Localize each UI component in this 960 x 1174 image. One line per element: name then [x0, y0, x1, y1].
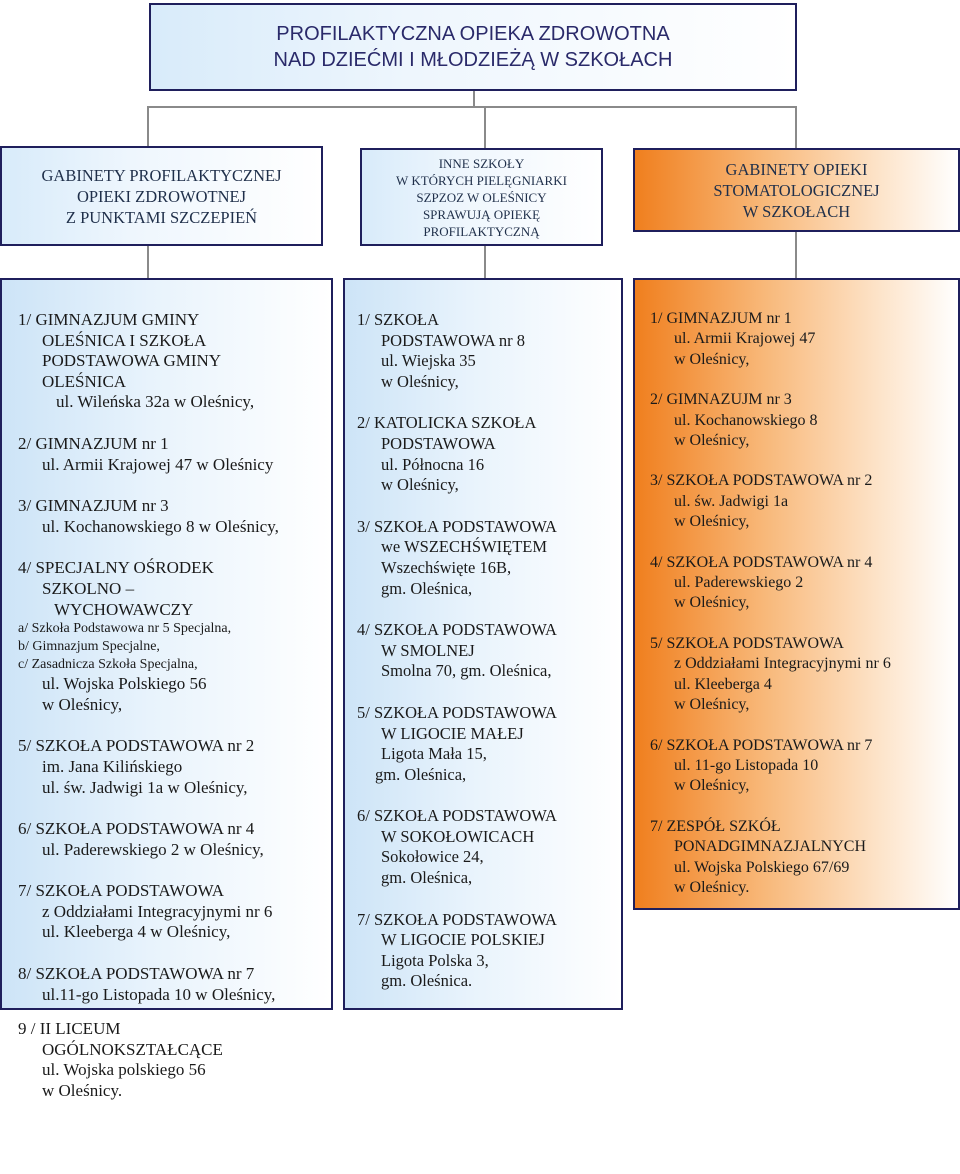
- item-address: ul. Armii Krajowej 47: [674, 330, 816, 348]
- item-title: 3/ SZKOŁA PODSTAWOWA: [357, 516, 557, 536]
- list-item: [18, 310, 333, 413]
- column-left-list: [18, 310, 333, 1005]
- item-address: ul. Wiejska 35: [381, 351, 476, 371]
- item-line: z Oddziałami Integracyjnymi nr 6: [42, 901, 273, 921]
- item-address: ul. Północna 16: [381, 454, 485, 474]
- item-title: 8/ SZKOŁA PODSTAWOWA nr 7: [18, 964, 255, 984]
- item-address: w Oleśnicy,: [381, 475, 459, 495]
- item-address: ul.11-go Listopada 10 w Oleśnicy,: [42, 984, 276, 1004]
- header-left-line: Z PUNKTAMI SZCZEPIEŃ: [65, 207, 258, 227]
- item-subline: b/ Gimnazjum Specjalne,: [18, 639, 160, 655]
- list-item: [18, 496, 333, 537]
- header-right-line: STOMATOLOGICZNEJ: [713, 180, 880, 200]
- item-address: w Oleśnicy,: [381, 371, 459, 391]
- item-address: Sokołowice 24,: [381, 847, 484, 867]
- item-address: w Oleśnicy.: [674, 878, 750, 896]
- item-address: w Oleśnicy,: [674, 432, 750, 450]
- item-address: ul. Kochanowskiego 8: [674, 411, 818, 429]
- item-title: 1/ SZKOŁA: [357, 310, 440, 329]
- item-title: 2/ GIMNAZJUM nr 1: [18, 433, 169, 453]
- list-item: [18, 964, 333, 1005]
- item-line: W SOKOŁOWICACH: [381, 826, 535, 846]
- item-address: ul. Paderewskiego 2 w Oleśnicy,: [42, 839, 264, 859]
- header-middle-box: [360, 148, 603, 246]
- item-line: OGÓLNOKSZTAŁCĄCE: [42, 1039, 223, 1059]
- connector-title-down: [473, 91, 475, 107]
- item-title: 5/ SZKOŁA PODSTAWOWA: [650, 634, 844, 652]
- connector-middle-mid: [484, 246, 486, 278]
- item-line: im. Jana Kilińskiego: [42, 756, 183, 776]
- item-address: gm. Oleśnica,: [375, 764, 467, 784]
- item-title: 4/ SZKOŁA PODSTAWOWA nr 4: [650, 553, 873, 571]
- item-title: 5/ SZKOŁA PODSTAWOWA nr 2: [18, 736, 255, 756]
- item-line: W SMOLNEJ: [381, 640, 475, 660]
- header-middle-line: INNE SZKOŁY: [438, 155, 525, 171]
- list-item: [650, 736, 958, 797]
- item-address: Wszechświęte 16B,: [381, 557, 512, 577]
- item-address: ul. Wileńska 32a w Oleśnicy,: [56, 392, 255, 412]
- list-item: [650, 634, 958, 716]
- item-address: ul. św. Jadwigi 1a: [674, 492, 789, 510]
- list-item: [357, 620, 621, 682]
- item-address: Ligota Polska 3,: [381, 950, 489, 970]
- item-address: w Oleśnicy,: [42, 694, 123, 714]
- item-title: 5/ SZKOŁA PODSTAWOWA: [357, 702, 557, 722]
- connector-right-mid: [795, 232, 797, 278]
- list-item: [18, 558, 333, 715]
- item-line: OLEŚNICA I SZKOŁA: [42, 330, 207, 350]
- item-title: 6/ SZKOŁA PODSTAWOWA: [357, 806, 557, 826]
- item-title: 2/ GIMNAZUJM nr 3: [650, 391, 792, 409]
- item-line: we WSZECHŚWIĘTEM: [381, 537, 548, 557]
- list-item: [357, 517, 621, 599]
- item-address: ul. Kochanowskiego 8 w Oleśnicy,: [42, 516, 279, 536]
- item-address: w Oleśnicy,: [674, 777, 750, 795]
- item-address: ul. Paderewskiego 2: [674, 574, 804, 592]
- item-address: gm. Oleśnica,: [381, 578, 473, 598]
- column-right-list: [650, 309, 958, 898]
- list-item-outside: [18, 1019, 333, 1101]
- item-address: ul. Wojska Polskiego 67/69: [674, 858, 850, 876]
- item-title: 3/ GIMNAZJUM nr 3: [18, 496, 169, 516]
- item-title: 4/ SZKOŁA PODSTAWOWA: [357, 620, 557, 640]
- item-address: w Oleśnicy,: [674, 350, 750, 368]
- item-title: 1/ GIMNAZJUM nr 1: [650, 310, 792, 327]
- list-item: [357, 806, 621, 888]
- list-item: [18, 881, 333, 943]
- list-item: [357, 413, 621, 495]
- item-line: PODSTAWOWA GMINY: [42, 351, 222, 371]
- column-middle-list: [357, 310, 621, 992]
- header-middle-line: SPRAWUJĄ OPIEKĘ: [422, 206, 541, 222]
- item-line: OLEŚNICA: [42, 371, 127, 391]
- item-title: 3/ SZKOŁA PODSTAWOWA nr 2: [650, 472, 873, 490]
- item-subline: c/ Zasadnicza Szkoła Specjalna,: [18, 657, 198, 673]
- item-subline: a/ Szkoła Podstawowa nr 5 Specjalna,: [18, 621, 232, 637]
- item-address: ul. Armii Krajowej 47 w Oleśnicy: [42, 454, 274, 474]
- item-line: PODSTAWOWA nr 8: [381, 330, 526, 350]
- item-address: ul. św. Jadwigi 1a w Oleśnicy,: [42, 777, 248, 797]
- connector-left-mid: [147, 246, 149, 278]
- list-item: [18, 819, 333, 860]
- header-middle-line: W KTÓRYCH PIELĘGNIARKI: [396, 172, 567, 188]
- item-title: 9 / II LICEUM: [18, 1019, 121, 1038]
- item-title: 7/ SZKOŁA PODSTAWOWA: [18, 881, 225, 901]
- item-title: 6/ SZKOŁA PODSTAWOWA nr 4: [18, 819, 255, 839]
- header-right-box: [633, 148, 960, 232]
- item-title: 7/ ZESPÓŁ SZKÓŁ: [650, 817, 781, 835]
- list-item: [357, 703, 621, 785]
- list-item: [650, 309, 958, 370]
- title-box: [149, 3, 797, 91]
- header-left-line: OPIEKI ZDROWOTNEJ: [76, 186, 247, 206]
- item-address: Smolna 70, gm. Oleśnica,: [381, 661, 552, 681]
- list-item: [650, 390, 958, 451]
- item-line: SZKOLNO –: [42, 578, 135, 598]
- list-item: [357, 310, 621, 392]
- connector-horizontal-top: [147, 106, 797, 108]
- item-title: 4/ SPECJALNY OŚRODEK: [18, 558, 214, 578]
- connector-middle-drop: [484, 106, 486, 148]
- item-address: gm. Oleśnica,: [381, 868, 473, 888]
- title-line-1: PROFILAKTYCZNA OPIEKA ZDROWOTNA: [276, 23, 670, 45]
- item-address: ul. Wojska polskiego 56: [42, 1060, 206, 1080]
- item-title: 1/ GIMNAZJUM GMINY: [18, 310, 200, 329]
- item-address: w Oleśnicy,: [674, 513, 750, 531]
- connector-right-drop: [795, 106, 797, 148]
- header-middle-line: PROFILAKTYCZNĄ: [423, 223, 540, 239]
- item-address: ul. Kleeberga 4 w Oleśnicy,: [42, 922, 231, 942]
- item-address: ul. Wojska Polskiego 56: [42, 674, 207, 694]
- list-item: [18, 434, 333, 475]
- header-left-line: GABINETY PROFILAKTYCZNEJ: [41, 165, 282, 185]
- list-item: [650, 471, 958, 532]
- item-address: gm. Oleśnica.: [381, 971, 473, 991]
- header-right-line: GABINETY OPIEKI: [725, 159, 868, 179]
- list-item: [650, 817, 958, 899]
- item-line: PONADGIMNAZJALNYCH: [674, 838, 866, 856]
- item-line: W LIGOCIE POLSKIEJ: [381, 930, 545, 950]
- item-address: ul. 11-go Listopada 10: [674, 756, 819, 774]
- connector-left-drop: [147, 106, 149, 146]
- header-right-line: W SZKOŁACH: [742, 201, 851, 221]
- item-title: 2/ KATOLICKA SZKOŁA: [357, 413, 537, 433]
- item-line: W LIGOCIE MAŁEJ: [381, 723, 524, 743]
- item-title: 6/ SZKOŁA PODSTAWOWA nr 7: [650, 736, 873, 754]
- item-address: ul. Kleeberga 4: [674, 675, 772, 693]
- header-left-box: [0, 146, 323, 246]
- item-address: w Oleśnicy,: [674, 696, 750, 714]
- item-line: WYCHOWAWCZY: [54, 599, 194, 619]
- title-line-2: NAD DZIEĆMI I MŁODZIEŻĄ W SZKOŁACH: [273, 49, 673, 71]
- list-item: [357, 910, 621, 992]
- item-address: Ligota Mała 15,: [381, 744, 487, 764]
- item-address: w Oleśnicy,: [674, 594, 750, 612]
- item-line: z Oddziałami Integracyjnymi nr 6: [674, 655, 891, 673]
- list-item: [650, 553, 958, 614]
- list-item: [18, 736, 333, 798]
- item-line: PODSTAWOWA: [381, 433, 496, 453]
- item-title: 7/ SZKOŁA PODSTAWOWA: [357, 909, 557, 929]
- item-address: w Oleśnicy.: [42, 1080, 123, 1100]
- header-middle-line: SZPZOZ W OLEŚNICY: [416, 189, 547, 205]
